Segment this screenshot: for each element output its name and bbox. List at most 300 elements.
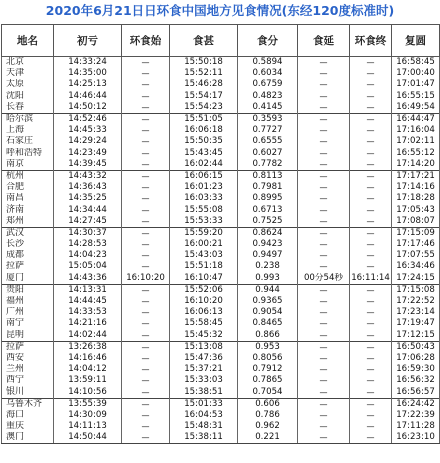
cell-place: 呼和浩特 xyxy=(2,148,54,159)
cell-first-contact: 14:34:44 xyxy=(54,204,122,215)
cell-duration: — xyxy=(298,432,350,444)
cell-place: 沈阳 xyxy=(2,91,54,102)
cell-first-contact: 14:04:23 xyxy=(54,250,122,261)
cell-magnitude: 0.8995 xyxy=(238,193,298,204)
cell-maximum: 16:06:18 xyxy=(170,125,238,136)
cell-magnitude: 0.7525 xyxy=(238,216,298,228)
cell-first-contact: 14:29:24 xyxy=(54,136,122,147)
cell-place: 天津 xyxy=(2,68,54,79)
cell-duration: — xyxy=(298,159,350,171)
cell-magnitude: 0.9054 xyxy=(238,307,298,318)
cell-first-contact: 14:04:12 xyxy=(54,364,122,375)
cell-last-contact: 17:02:11 xyxy=(392,136,440,147)
cell-last-contact: 17:01:47 xyxy=(392,79,440,90)
cell-annular-end: — xyxy=(350,113,392,125)
cell-magnitude: 0.4823 xyxy=(238,91,298,102)
cell-maximum: 15:46:28 xyxy=(170,79,238,90)
cell-maximum: 15:50:35 xyxy=(170,136,238,147)
cell-last-contact: 17:12:15 xyxy=(392,330,440,342)
cell-annular-end: — xyxy=(350,193,392,204)
cell-place: 南昌 xyxy=(2,193,54,204)
cell-first-contact: 14:11:13 xyxy=(54,421,122,432)
cell-magnitude: 0.6027 xyxy=(238,148,298,159)
cell-annular-start: — xyxy=(122,68,170,79)
cell-annular-end: — xyxy=(350,91,392,102)
cell-annular-end: — xyxy=(350,159,392,171)
cell-place: 南宁 xyxy=(2,318,54,329)
cell-last-contact: 17:18:28 xyxy=(392,193,440,204)
cell-maximum: 15:50:18 xyxy=(170,57,238,69)
cell-last-contact: 17:16:04 xyxy=(392,125,440,136)
cell-last-contact: 16:59:30 xyxy=(392,364,440,375)
cell-magnitude: 0.7727 xyxy=(238,125,298,136)
table-row xyxy=(2,91,440,102)
cell-annular-end: — xyxy=(350,432,392,444)
cell-annular-end: — xyxy=(350,227,392,239)
cell-annular-start: — xyxy=(122,239,170,250)
table-row xyxy=(2,398,440,410)
cell-place: 石家庄 xyxy=(2,136,54,147)
cell-first-contact: 14:46:44 xyxy=(54,91,122,102)
cell-duration: — xyxy=(298,364,350,375)
cell-first-contact: 15:05:04 xyxy=(54,261,122,272)
cell-maximum: 15:43:03 xyxy=(170,250,238,261)
cell-place: 成都 xyxy=(2,250,54,261)
cell-first-contact: 14:27:45 xyxy=(54,216,122,228)
cell-place: 昆明 xyxy=(2,330,54,342)
header-duration: 食延 xyxy=(298,25,350,57)
table-row xyxy=(2,125,440,136)
cell-first-contact: 14:23:49 xyxy=(54,148,122,159)
page-title: 2020年6月21日日环食中国地方见食情况(东经120度标准时) xyxy=(45,3,395,18)
cell-duration: — xyxy=(298,386,350,398)
cell-first-contact: 14:10:56 xyxy=(54,386,122,398)
cell-last-contact: 16:56:32 xyxy=(392,375,440,386)
table-row xyxy=(2,307,440,318)
cell-maximum: 15:53:33 xyxy=(170,216,238,228)
cell-annular-start: — xyxy=(122,193,170,204)
cell-place: 西宁 xyxy=(2,375,54,386)
table-row xyxy=(2,79,440,90)
cell-place: 杭州 xyxy=(2,170,54,182)
table-row xyxy=(2,239,440,250)
cell-first-contact: 14:50:44 xyxy=(54,432,122,444)
cell-annular-end: — xyxy=(350,57,392,69)
table-row xyxy=(2,296,440,307)
cell-place: 北京 xyxy=(2,57,54,69)
cell-place: 长沙 xyxy=(2,239,54,250)
cell-magnitude: 0.993 xyxy=(238,273,298,285)
table-body xyxy=(2,57,440,444)
cell-place: 重庆 xyxy=(2,421,54,432)
cell-last-contact: 17:07:55 xyxy=(392,250,440,261)
cell-last-contact: 16:23:10 xyxy=(392,432,440,444)
cell-annular-start: — xyxy=(122,113,170,125)
cell-magnitude: 0.6759 xyxy=(238,79,298,90)
cell-place: 福州 xyxy=(2,296,54,307)
cell-last-contact: 17:05:43 xyxy=(392,204,440,215)
cell-first-contact: 14:52:46 xyxy=(54,113,122,125)
cell-annular-end: 16:11:14 xyxy=(351,272,390,283)
cell-magnitude: 0.7912 xyxy=(238,364,298,375)
cell-last-contact: 17:23:14 xyxy=(392,307,440,318)
table-row xyxy=(2,364,440,375)
cell-maximum: 15:45:32 xyxy=(170,330,238,342)
cell-place: 合肥 xyxy=(2,182,54,193)
cell-annular-end: — xyxy=(350,307,392,318)
cell-magnitude: 0.3593 xyxy=(238,113,298,125)
cell-annular-end: — xyxy=(350,79,392,90)
cell-first-contact: 13:55:39 xyxy=(54,398,122,410)
table-row xyxy=(2,148,440,159)
cell-duration: — xyxy=(298,318,350,329)
cell-annular-start: — xyxy=(122,79,170,90)
cell-last-contact: 17:19:47 xyxy=(392,318,440,329)
cell-annular-start: — xyxy=(122,284,170,296)
table-row xyxy=(2,170,440,182)
header-annular-end: 环食终 xyxy=(350,25,392,57)
cell-magnitude: 0.5894 xyxy=(238,57,298,69)
cell-duration: — xyxy=(298,307,350,318)
table-row xyxy=(2,261,440,272)
cell-place: 广州 xyxy=(2,307,54,318)
cell-annular-end: — xyxy=(350,261,392,272)
cell-last-contact: 16:55:15 xyxy=(392,91,440,102)
cell-last-contact: 16:49:54 xyxy=(392,102,440,114)
cell-annular-start: — xyxy=(122,204,170,215)
cell-magnitude: 0.4145 xyxy=(238,102,298,114)
cell-annular-end: — xyxy=(350,102,392,114)
cell-magnitude: 0.7981 xyxy=(238,182,298,193)
cell-place: 郑州 xyxy=(2,216,54,228)
cell-first-contact: 14:39:45 xyxy=(54,159,122,171)
cell-magnitude: 0.7782 xyxy=(238,159,298,171)
header-row xyxy=(2,25,440,57)
cell-maximum: 15:01:33 xyxy=(170,398,238,410)
cell-maximum: 16:10:47 xyxy=(170,273,238,285)
cell-last-contact: 16:55:12 xyxy=(392,148,440,159)
cell-duration: — xyxy=(298,170,350,182)
table-row xyxy=(2,330,440,342)
header-last-contact: 复圆 xyxy=(392,25,440,57)
cell-duration: — xyxy=(298,239,350,250)
cell-duration: — xyxy=(298,330,350,342)
cell-annular-start: — xyxy=(122,386,170,398)
cell-magnitude: 0.6555 xyxy=(238,136,298,147)
cell-maximum: 15:59:20 xyxy=(170,227,238,239)
cell-first-contact: 14:28:53 xyxy=(54,239,122,250)
cell-first-contact: 14:45:33 xyxy=(54,125,122,136)
cell-annular-start: — xyxy=(122,398,170,410)
cell-maximum: 15:54:17 xyxy=(170,91,238,102)
cell-duration: — xyxy=(298,353,350,364)
cell-annular-start: — xyxy=(122,307,170,318)
cell-duration: — xyxy=(298,79,350,90)
cell-last-contact: 17:15:08 xyxy=(392,284,440,296)
header-annular-start: 环食始 xyxy=(122,25,170,57)
cell-maximum: 15:37:21 xyxy=(170,364,238,375)
cell-maximum: 15:52:11 xyxy=(170,68,238,79)
cell-annular-start: — xyxy=(122,216,170,228)
table-row xyxy=(2,284,440,296)
cell-annular-end: — xyxy=(350,239,392,250)
cell-annular-end: — xyxy=(350,410,392,421)
cell-last-contact: 16:24:42 xyxy=(392,398,440,410)
cell-duration: — xyxy=(298,57,350,69)
cell-duration: — xyxy=(298,102,350,114)
cell-last-contact: 17:22:52 xyxy=(392,296,440,307)
cell-maximum: 15:58:45 xyxy=(170,318,238,329)
cell-duration: — xyxy=(298,296,350,307)
cell-annular-start: — xyxy=(122,182,170,193)
cell-place: 长春 xyxy=(2,102,54,114)
table-row xyxy=(2,386,440,398)
cell-place: 哈尔滨 xyxy=(2,113,54,125)
cell-magnitude: 0.606 xyxy=(238,398,298,410)
cell-annular-end: — xyxy=(350,386,392,398)
cell-magnitude: 0.866 xyxy=(238,330,298,342)
cell-annular-start: — xyxy=(122,136,170,147)
cell-magnitude: 0.7054 xyxy=(238,386,298,398)
cell-maximum: 15:51:18 xyxy=(170,261,238,272)
cell-annular-end: — xyxy=(350,216,392,228)
cell-first-contact: 13:26:38 xyxy=(54,341,122,353)
cell-duration: — xyxy=(298,421,350,432)
cell-annular-start: — xyxy=(122,91,170,102)
cell-first-contact: 14:13:31 xyxy=(54,284,122,296)
cell-annular-end: — xyxy=(350,284,392,296)
cell-magnitude: 0.9423 xyxy=(238,239,298,250)
cell-magnitude: 0.238 xyxy=(238,261,298,272)
cell-duration: — xyxy=(298,113,350,125)
table-row xyxy=(2,102,440,114)
table-row xyxy=(2,136,440,147)
cell-first-contact: 14:35:25 xyxy=(54,193,122,204)
cell-magnitude: 0.8624 xyxy=(238,227,298,239)
cell-annular-end: — xyxy=(350,170,392,182)
table-row xyxy=(2,159,440,171)
cell-first-contact: 14:43:36 xyxy=(54,273,122,285)
cell-place: 拉萨 xyxy=(2,341,54,353)
table-row xyxy=(2,57,440,69)
cell-last-contact: 17:17:46 xyxy=(392,239,440,250)
cell-last-contact: 17:15:09 xyxy=(392,227,440,239)
cell-annular-start: — xyxy=(122,330,170,342)
table-row xyxy=(2,204,440,215)
cell-annular-end: — xyxy=(350,204,392,215)
cell-first-contact: 14:44:45 xyxy=(54,296,122,307)
cell-annular-end: — xyxy=(350,330,392,342)
cell-duration: — xyxy=(298,410,350,421)
cell-duration: — xyxy=(298,136,350,147)
cell-annular-start: — xyxy=(122,410,170,421)
cell-annular-start: — xyxy=(122,57,170,69)
cell-place: 海口 xyxy=(2,410,54,421)
cell-place: 贵阳 xyxy=(2,284,54,296)
cell-annular-start: — xyxy=(122,125,170,136)
cell-place: 西安 xyxy=(2,353,54,364)
table-row xyxy=(2,432,440,444)
cell-first-contact: 14:35:00 xyxy=(54,68,122,79)
cell-first-contact: 14:16:46 xyxy=(54,353,122,364)
cell-first-contact: 14:21:16 xyxy=(54,318,122,329)
cell-last-contact: 16:56:57 xyxy=(392,386,440,398)
cell-first-contact: 14:33:53 xyxy=(54,307,122,318)
cell-annular-start: — xyxy=(122,227,170,239)
cell-duration: — xyxy=(298,227,350,239)
cell-magnitude: 0.962 xyxy=(238,421,298,432)
cell-maximum: 16:00:21 xyxy=(170,239,238,250)
cell-last-contact: 17:11:28 xyxy=(392,421,440,432)
cell-annular-start: — xyxy=(122,364,170,375)
cell-annular-end: — xyxy=(350,250,392,261)
cell-magnitude: 0.953 xyxy=(238,341,298,353)
table-row xyxy=(2,341,440,353)
header-magnitude: 食分 xyxy=(238,25,298,57)
header-first-contact: 初亏 xyxy=(54,25,122,57)
cell-magnitude: 0.8113 xyxy=(238,170,298,182)
table-row xyxy=(2,421,440,432)
table-row xyxy=(2,410,440,421)
cell-annular-end: — xyxy=(350,182,392,193)
cell-magnitude: 0.8465 xyxy=(238,318,298,329)
cell-duration: — xyxy=(298,91,350,102)
cell-duration: — xyxy=(298,375,350,386)
cell-last-contact: 17:14:16 xyxy=(392,182,440,193)
cell-duration: — xyxy=(298,216,350,228)
cell-place: 银川 xyxy=(2,386,54,398)
cell-first-contact: 14:36:43 xyxy=(54,182,122,193)
cell-magnitude: 0.786 xyxy=(238,410,298,421)
cell-maximum: 15:38:11 xyxy=(170,432,238,444)
cell-maximum: 16:04:53 xyxy=(170,410,238,421)
cell-annular-end: — xyxy=(350,375,392,386)
cell-place: 南京 xyxy=(2,159,54,171)
table-row xyxy=(2,216,440,228)
cell-annular-end: — xyxy=(350,125,392,136)
cell-place: 澳门 xyxy=(2,432,54,444)
cell-maximum: 15:48:31 xyxy=(170,421,238,432)
cell-last-contact: 16:58:45 xyxy=(392,57,440,69)
cell-annular-start: — xyxy=(122,170,170,182)
cell-last-contact: 16:50:43 xyxy=(392,341,440,353)
table-row xyxy=(2,353,440,364)
cell-duration: — xyxy=(298,125,350,136)
table-row xyxy=(2,68,440,79)
cell-annular-end: — xyxy=(350,341,392,353)
cell-last-contact: 17:06:28 xyxy=(392,353,440,364)
cell-magnitude: 0.9365 xyxy=(238,296,298,307)
cell-maximum: 16:10:20 xyxy=(170,296,238,307)
table-row xyxy=(2,227,440,239)
cell-maximum: 15:47:36 xyxy=(170,353,238,364)
cell-annular-start: — xyxy=(122,261,170,272)
cell-annular-end: — xyxy=(350,364,392,375)
cell-annular-end: — xyxy=(350,421,392,432)
eclipse-table xyxy=(1,24,440,444)
cell-maximum: 15:33:03 xyxy=(170,375,238,386)
cell-annular-start: — xyxy=(122,375,170,386)
cell-duration: — xyxy=(298,398,350,410)
cell-annular-start: 16:10:20 xyxy=(122,273,170,285)
cell-last-contact: 17:14:20 xyxy=(392,159,440,171)
cell-last-contact: 16:34:46 xyxy=(392,261,440,272)
cell-place: 济南 xyxy=(2,204,54,215)
cell-maximum: 16:06:13 xyxy=(170,307,238,318)
cell-duration: — xyxy=(298,148,350,159)
cell-annular-end: — xyxy=(350,353,392,364)
cell-place: 太原 xyxy=(2,79,54,90)
cell-duration: — xyxy=(298,261,350,272)
cell-maximum: 15:55:08 xyxy=(170,204,238,215)
cell-magnitude: 0.221 xyxy=(238,432,298,444)
cell-annular-start: — xyxy=(122,421,170,432)
cell-magnitude: 0.9497 xyxy=(238,250,298,261)
cell-duration: — xyxy=(298,204,350,215)
cell-duration: — xyxy=(298,250,350,261)
table-row xyxy=(2,182,440,193)
cell-annular-end: — xyxy=(350,136,392,147)
cell-duration: — xyxy=(298,193,350,204)
cell-first-contact: 14:30:37 xyxy=(54,227,122,239)
cell-duration: — xyxy=(298,341,350,353)
cell-maximum: 16:02:44 xyxy=(170,159,238,171)
cell-first-contact: 14:33:24 xyxy=(54,57,122,69)
cell-annular-end: — xyxy=(350,68,392,79)
cell-last-contact: 17:22:39 xyxy=(392,410,440,421)
table-row xyxy=(2,250,440,261)
table-row xyxy=(2,375,440,386)
table-row xyxy=(2,113,440,125)
cell-last-contact: 17:17:21 xyxy=(392,170,440,182)
cell-duration: — xyxy=(298,182,350,193)
cell-place: 武汉 xyxy=(2,227,54,239)
cell-duration: 00分54秒 xyxy=(298,273,350,285)
cell-annular-start: — xyxy=(122,353,170,364)
cell-last-contact: 17:00:40 xyxy=(392,68,440,79)
cell-last-contact: 17:08:07 xyxy=(392,216,440,228)
cell-place: 上海 xyxy=(2,125,54,136)
cell-annular-end: — xyxy=(350,318,392,329)
cell-annular-end: — xyxy=(350,296,392,307)
cell-first-contact: 14:25:13 xyxy=(54,79,122,90)
table-row xyxy=(2,273,440,285)
cell-first-contact: 14:30:09 xyxy=(54,410,122,421)
cell-duration: — xyxy=(298,284,350,296)
cell-first-contact: 14:50:12 xyxy=(54,102,122,114)
cell-first-contact: 14:43:32 xyxy=(54,170,122,182)
cell-annular-start: — xyxy=(122,250,170,261)
cell-annular-start: — xyxy=(122,159,170,171)
table-row xyxy=(2,318,440,329)
cell-annular-end: — xyxy=(350,398,392,410)
cell-place: 乌鲁木齐 xyxy=(2,398,54,410)
header-place: 地名 xyxy=(2,25,54,57)
cell-place: 拉萨 xyxy=(2,261,54,272)
cell-maximum: 16:03:33 xyxy=(170,193,238,204)
cell-maximum: 16:01:23 xyxy=(170,182,238,193)
cell-duration: — xyxy=(298,68,350,79)
cell-maximum: 15:51:05 xyxy=(170,113,238,125)
cell-maximum: 15:54:23 xyxy=(170,102,238,114)
cell-maximum: 15:38:51 xyxy=(170,386,238,398)
cell-annular-start: — xyxy=(122,432,170,444)
cell-maximum: 15:52:06 xyxy=(170,284,238,296)
cell-annular-start: — xyxy=(122,296,170,307)
cell-last-contact: 17:24:15 xyxy=(392,273,440,285)
cell-first-contact: 14:02:44 xyxy=(54,330,122,342)
cell-magnitude: 0.6034 xyxy=(238,68,298,79)
